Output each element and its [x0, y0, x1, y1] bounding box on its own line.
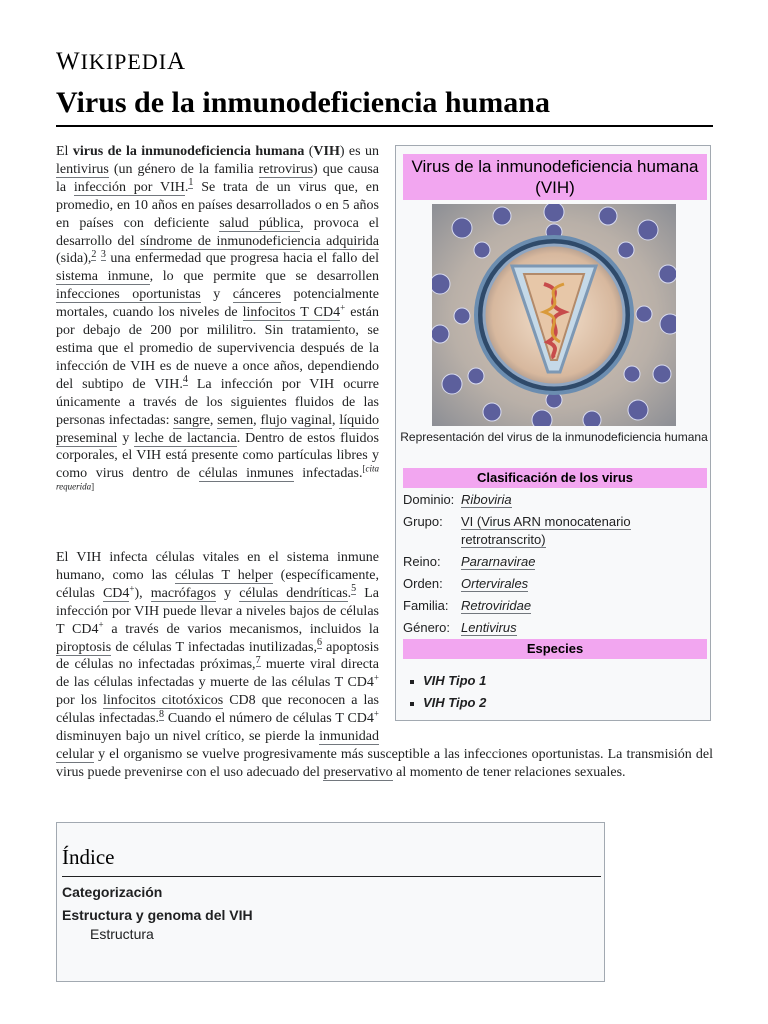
row-value-link[interactable]: Lentivirus [461, 620, 517, 635]
link-canceres[interactable]: cánceres [232, 287, 281, 303]
link-sangre[interactable]: sangre [173, 412, 210, 428]
link-linfocitos-cd4[interactable]: linfocitos T CD4 [242, 305, 341, 321]
link-flujo-vaginal[interactable]: flujo vaginal [260, 412, 332, 428]
toc-title: Índice [62, 845, 115, 869]
reference-link[interactable]: 5 [351, 583, 357, 595]
row-value-link[interactable]: Pararnavirae [461, 554, 536, 569]
reference-link[interactable]: 4 [182, 374, 188, 386]
toc-item-estructura-genoma[interactable]: Estructura y genoma del VIH [62, 907, 253, 923]
link-liquido-preseminal[interactable]: líquido preseminal [56, 412, 380, 446]
link-celulas-inmunes[interactable]: células inmunes [198, 466, 294, 482]
toc-divider [62, 876, 601, 877]
infobox-section-species[interactable]: Especies [403, 639, 707, 659]
infobox-float-spacer [379, 549, 713, 736]
row-value-link[interactable]: VI (Virus ARN monocatenario retrotranscrito) [461, 514, 631, 547]
row-label: Reino: [403, 554, 441, 569]
title-divider [56, 125, 713, 127]
table-of-contents [56, 822, 605, 982]
second-paragraph: El VIH infecta células vitales en el sistema inmune humano, como las células T helper (específicamente, células CD4+), macrófagos y células dendríticas.$^5$ La infección por VIH puede llevar a niveles bajos de células T CD4+ a través de varios mecanismos, incluidos la piroptosis de células T infectadas inutilizadas,$^6$ apoptosis de células no infectadas próximas,$^7$ muerte viral directa de las células infectadas y muerte de las células T CD4+ por los linfocitos citotóxicos CD8 que reconocen a las células infectadas.$^8$ Cuando el número de células T CD4+ disminuyen bajo un nivel crítico, se pierde la inmunidad celular y el organismo se vuelve progresivamente más susceptible a las infecciones oportunistas. La transmisión del virus puede prevenirse con el uso adecuado del preservativo al momento de tener relaciones sexuales. [56, 550, 713, 780]
wikipedia-wordmark[interactable]: WIKIPEDIA [56, 48, 187, 75]
infobox-caption: Representación del virus de la inmunodeficiencia humana [400, 430, 708, 444]
link-celulas-dendriticas[interactable]: células dendríticas [239, 585, 348, 601]
row-label: Dominio: [403, 492, 455, 507]
reference-link[interactable]: 7 [255, 654, 261, 666]
link-sistema-inmune[interactable]: sistema inmune [56, 269, 150, 285]
infobox-title: Virus de la inmunodeficiencia humana (VIH) [403, 154, 707, 200]
row-value-link[interactable]: Riboviria [461, 492, 512, 507]
toc-subitem-estructura[interactable]: Estructura [90, 926, 154, 942]
link-macrofagos[interactable]: macrófagos [150, 585, 217, 601]
reference-link[interactable]: 2 [91, 248, 97, 260]
row-value-link[interactable]: Ortervirales [461, 576, 529, 591]
link-cd4[interactable]: CD4 [102, 585, 130, 601]
row-label: Género: [403, 620, 450, 635]
link-infecciones-oportunistas[interactable]: infecciones oportunistas [56, 287, 201, 303]
toc-item-categorizacion[interactable]: Categorización [62, 884, 163, 900]
species-item[interactable]: VIH Tipo 1 [410, 672, 700, 690]
virus-illustration[interactable] [432, 204, 676, 426]
link-piroptosis[interactable]: piroptosis [56, 639, 112, 655]
row-label: Grupo: [403, 514, 443, 529]
link-salud-publica[interactable]: salud pública [219, 215, 301, 231]
link-infeccion-vih[interactable]: infección por VIH [73, 179, 185, 195]
infobox-section-classification[interactable]: Clasificación de los virus [403, 468, 707, 488]
species-item[interactable]: VIH Tipo 2 [410, 694, 700, 712]
page-title: Virus de la inmunodeficiencia humana [56, 86, 550, 119]
reference-link[interactable]: 1 [188, 177, 194, 189]
row-label: Familia: [403, 598, 449, 613]
link-inmunidad-celular[interactable]: inmunidad celular [56, 729, 379, 762]
link-linfocitos-citotoxicos[interactable]: linfocitos citotóxicos [102, 693, 224, 709]
link-preservativo[interactable]: preservativo [323, 764, 393, 780]
link-semen[interactable]: semen [217, 412, 254, 428]
link-retrovirus[interactable]: retrovirus [258, 161, 314, 177]
citation-needed-link[interactable]: cita requerida [56, 463, 379, 492]
intro-paragraph: El virus de la inmunodeficiencia humana (VIH) es un lentivirus (un género de la familia retrovirus) que causa la infección por VIH.$^1$ Se trata de un virus que, en promedio, en 10 años en países desarrollados o en 5 años en países con deficiente salud pública, provoca el desarrollo del síndrome de inmunodeficiencia adquirida (sida),$^2$ $^3$ una enfermedad que progresa hacia el fallo del sistema inmune, lo que permite que se desarrollen infecciones oportunistas y cánceres potencialmente mortales, cuando los niveles de linfocitos T CD4+ están por debajo de 200 por mililitro. Sin tratamiento, se estima que el promedio de supervivencia después de la infección de VIH es de nueve a once años, dependiendo del subtipo de VIH.$^4$ La infección por VIH ocurre únicamente a través de los siguientes fluidos de las personas infectadas: sangre, semen, flujo vaginal, líquido preseminal y leche de lactancia. Dentro de estos fluidos corporales, el VIH está presente como partículas libres y como virus dentro de células inmunes infectadas.[cita requerida] [56, 144, 380, 492]
link-lentivirus[interactable]: lentivirus [56, 161, 109, 177]
reference-link[interactable]: 3 [100, 248, 106, 260]
row-label: Orden: [403, 576, 443, 591]
row-value-link[interactable]: Retroviridae [461, 598, 532, 613]
reference-link[interactable]: 8 [158, 708, 164, 720]
link-leche-lactancia[interactable]: leche de lactancia [134, 430, 237, 446]
reference-link[interactable]: 6 [316, 636, 322, 648]
link-sida[interactable]: síndrome de inmunodeficiencia adquirida [140, 233, 379, 249]
link-celulas-t-helper[interactable]: células T helper [175, 567, 273, 583]
